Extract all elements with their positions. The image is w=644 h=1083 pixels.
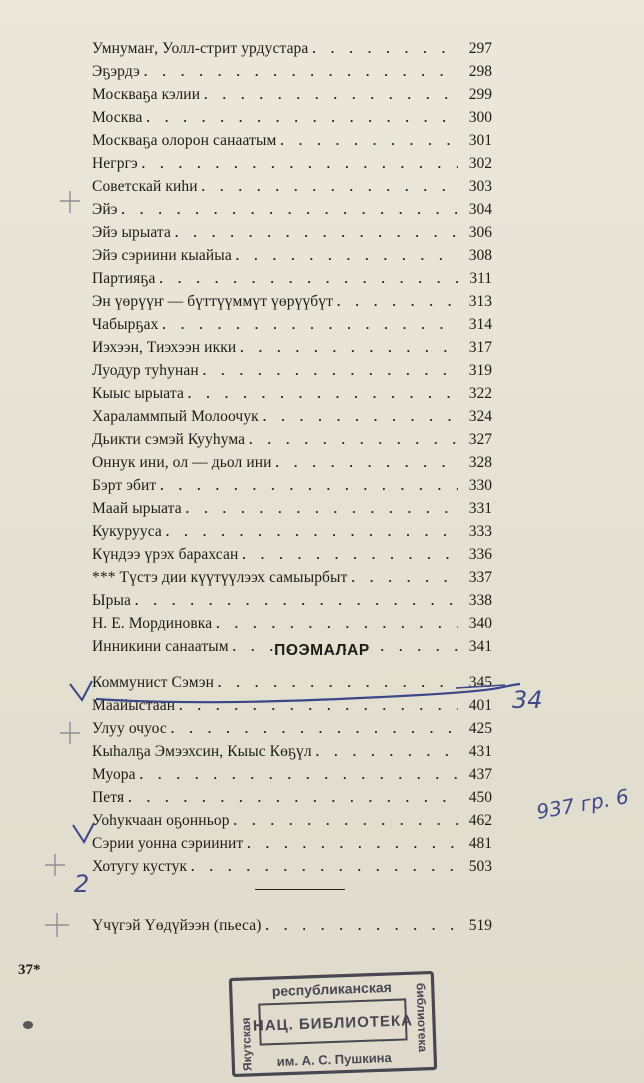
entry-title: Партияҕа [92,270,156,287]
stamp-line-mid: НАЦ. БИБЛИОТЕКА [252,1012,414,1035]
entry-title: Москваҕа олорон санаатым [92,132,277,149]
entry-title: Советскай киһи [92,178,198,195]
entry-title: Москваҕа кэлии [92,86,201,103]
entry-page-number: 340 [468,615,492,632]
toc-entry [92,497,492,520]
entry-title: Инникини санаатым [92,638,229,655]
entry-title: Кукурууса [92,523,162,540]
entry-title: Кыһалҕа Эмээхсин, Кыыс Көҕүл [92,743,312,760]
entry-page-number: 300 [468,109,492,126]
dot-leader [171,717,458,740]
entry-page-number: 503 [468,858,492,875]
entry-title: Хараламмпый Молоочук [92,408,259,425]
toc-entry [92,520,492,543]
toc-poems-list [92,37,492,658]
dot-leader [265,914,458,937]
entry-page-number: 304 [468,201,492,218]
entry-title: Сэрии уонна сэриинит [92,835,244,852]
entry-page-number: 333 [468,523,492,540]
entry-title: Күндээ үрэх барахсан [92,546,239,563]
dot-leader [218,671,458,694]
entry-page-number: 308 [468,247,492,264]
section-divider [255,889,345,890]
entry-page-number: 341 [468,638,492,655]
toc-entry [92,313,492,336]
toc-entry [92,914,492,937]
dot-leader [249,428,458,451]
dot-leader [144,60,458,83]
entry-page-number: 317 [468,339,492,356]
entry-title: *** Түстэ дии күүтүүлээх самыырбыт [92,569,348,586]
library-stamp [226,968,440,1079]
toc-entry [92,694,492,717]
toc-entry [92,543,492,566]
entry-title: Хотугу кустук [92,858,188,875]
toc-entry [92,359,492,382]
entry-page-number: 331 [468,500,492,517]
binding-mark [23,1021,33,1029]
entry-page-number: 431 [468,743,492,760]
toc-entry [92,60,492,83]
toc-entry [92,832,492,855]
toc-entry [92,221,492,244]
entry-title: Уоһукчаан оҕонньор [92,812,230,829]
dot-leader [247,832,458,855]
dot-leader [162,313,458,336]
toc-entry [92,382,492,405]
entry-title: Эйэ сэриини кыайыа [92,247,232,264]
toc-entry [92,37,492,60]
dot-leader [186,497,458,520]
signature-mark: 37* [18,962,41,978]
toc-entry [92,612,492,635]
entry-title: Н. Е. Мординовка [92,615,213,632]
entry-page-number: 401 [468,697,492,714]
toc-entry [92,763,492,786]
toc-entry [92,428,492,451]
entry-page-number: 302 [468,155,492,172]
entry-title: Улуу очуос [92,720,167,737]
toc-entry [92,786,492,809]
toc-entry [92,198,492,221]
toc-entry [92,740,492,763]
entry-title: Маайыстаан [92,697,176,714]
toc-entry [92,106,492,129]
handwritten-side-note: 937 гр. 6 [534,784,631,824]
entry-page-number: 450 [468,789,492,806]
dot-leader [234,809,458,832]
toc-entry [92,152,492,175]
dot-leader [159,267,458,290]
dot-leader [280,129,458,152]
dot-leader [312,37,458,60]
entry-page-number: 337 [468,569,492,586]
entry-title: Чабырҕах [92,316,159,333]
toc-play [92,914,492,937]
stamp-right-vertical: библиотека [413,982,431,1053]
dot-leader [242,543,458,566]
entry-page-number: 306 [468,224,492,241]
toc-entry [92,451,492,474]
entry-title: Петя [92,789,125,806]
entry-title: Үчүгэй Үөдүйээн (пьеса) [92,917,262,934]
dot-leader [166,520,458,543]
entry-title: Кыыс ырыата [92,385,184,402]
toc-entry [92,405,492,428]
entry-page-number: 301 [468,132,492,149]
entry-page-number: 324 [468,408,492,425]
dot-leader [337,290,458,313]
dot-leader [188,382,458,405]
dot-leader [263,405,458,428]
toc-entry [92,336,492,359]
entry-title: Дьикти сэмэй Кууһума [92,431,246,448]
dot-leader [142,152,458,175]
toc-entry [92,671,492,694]
entry-page-number: 311 [469,270,492,287]
entry-title: Эн үөрүүҥ — бүттүүммүт үөрүүбүт [92,293,334,310]
entry-page-number: 437 [468,766,492,783]
toc-entry [92,267,492,290]
entry-page-number: 319 [468,362,492,379]
stamp-line-top: республиканская [271,978,393,1000]
entry-page-number: 338 [468,592,492,609]
entry-page-number: 303 [468,178,492,195]
entry-title: Иэхээн, Тиэхээн икки [92,339,237,356]
toc-entry [92,589,492,612]
dot-leader [236,244,458,267]
dot-leader [203,359,458,382]
dot-leader [276,451,459,474]
entry-page-number: 336 [468,546,492,563]
entry-page-number: 299 [468,86,492,103]
entry-page-number: 330 [468,477,492,494]
entry-title: Муора [92,766,136,783]
entry-title: Эҕэрдэ [92,63,140,80]
handwritten-note-34: 34 [512,686,543,714]
dot-leader [135,589,458,612]
toc-entry [92,855,492,878]
entry-page-number: 519 [468,917,492,934]
entry-title: Ырыа [92,592,131,609]
handwritten-number-2: 2 [74,870,90,898]
dot-leader [240,336,458,359]
dot-leader [202,175,458,198]
dot-leader [351,566,458,589]
entry-title: Коммунист Сэмэн [92,674,214,691]
dot-leader [179,694,458,717]
dot-leader [147,106,458,129]
toc-entry [92,175,492,198]
dot-leader [121,198,458,221]
toc-entry [92,244,492,267]
toc-entry [92,566,492,589]
entry-page-number: 297 [468,40,492,57]
dot-leader [160,474,458,497]
toc-entry [92,474,492,497]
dot-leader [140,763,458,786]
toc-entry [92,83,492,106]
toc-entry [92,129,492,152]
entry-title: Умнумаҥ, Уолл-стрит урдустара [92,40,309,57]
entry-title: Оннук ини, ол — дьол ини [92,454,272,471]
toc-entry [92,717,492,740]
toc-entry [92,290,492,313]
entry-page-number: 314 [468,316,492,333]
section-heading-poems: ПОЭМАЛАР [274,642,370,659]
entry-title: Луодур туһунан [92,362,199,379]
toc-entry [92,809,492,832]
entry-page-number: 322 [468,385,492,402]
entry-title: Негргэ [92,155,138,172]
entry-title: Москва [92,109,143,126]
stamp-line-bottom: им. А. С. Пушкина [276,1049,392,1069]
dot-leader [191,855,458,878]
dot-leader [316,740,458,763]
entry-title: Эйэ [92,201,118,218]
entry-page-number: 425 [468,720,492,737]
entry-page-number: 345 [468,674,492,691]
entry-page-number: 462 [468,812,492,829]
entry-page-number: 328 [468,454,492,471]
entry-page-number: 298 [468,63,492,80]
entry-title: Бэрт эбит [92,477,157,494]
entry-page-number: 481 [468,835,492,852]
entry-page-number: 327 [468,431,492,448]
dot-leader [175,221,458,244]
stamp-left-vertical: Якутская [238,1017,255,1072]
entry-title: Маай ырыата [92,500,182,517]
entry-title: Эйэ ырыата [92,224,171,241]
dot-leader [128,786,458,809]
dot-leader [216,612,458,635]
entry-page-number: 313 [468,293,492,310]
toc-long-poems-list [92,671,492,878]
dot-leader [204,83,458,106]
